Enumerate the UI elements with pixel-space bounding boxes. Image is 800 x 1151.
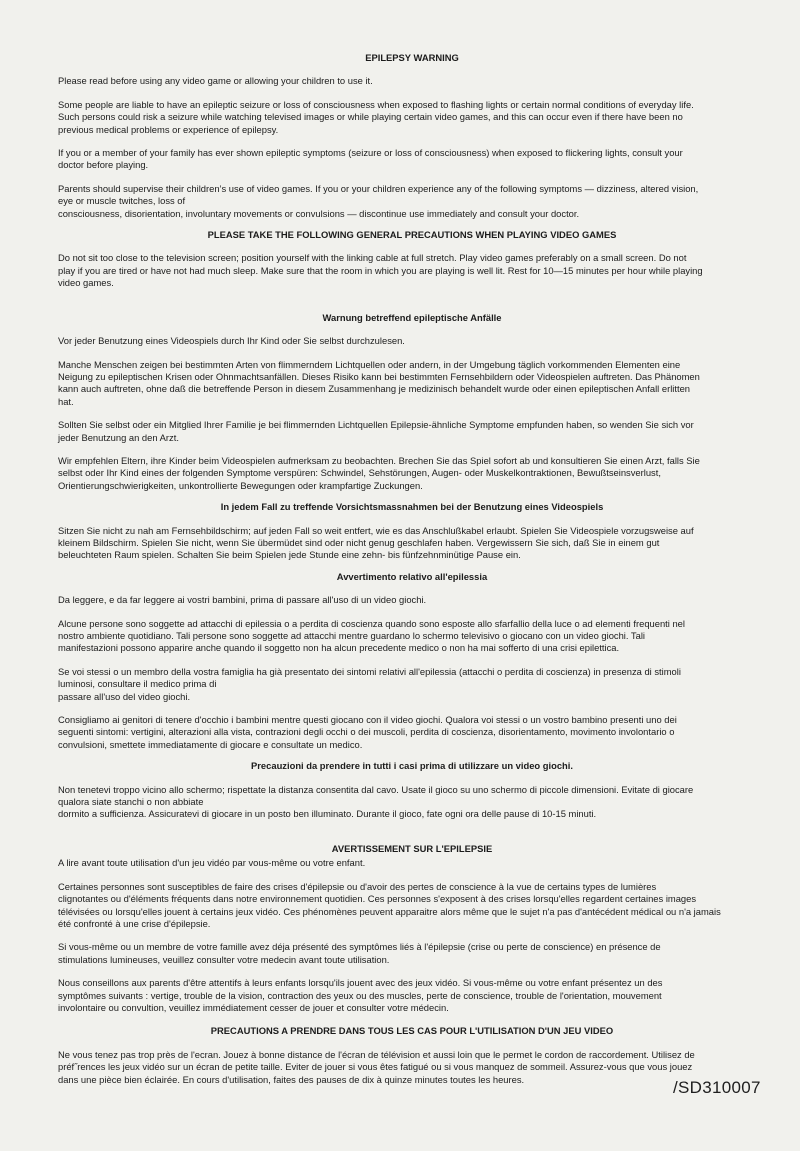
german-intro: Vor jeder Benutzung eines Videospiels durch Ihr Kind oder Sie selbst durchzulesen. [58,335,405,347]
german-paragraph-2 [58,419,766,444]
text-line: play if you are tired or have not had much sleep. Make sure that the room in which you are playing is well lit. Rest for 10—15 minutes per hour while playing [58,264,703,276]
english-intro: Please read before using any video game or allowing your children to use it. [58,75,373,87]
text-line: stimulations lumineuses, veuillez consulter votre medecin avant toute utilisation. [58,953,390,965]
text-line: eye or muscle twitches, loss of [58,195,186,207]
text-line: été confronté à une crise d'épilepsie. [58,917,211,929]
german-precautions-title: In jedem Fall zu treffende Vorsichtsmassnahmen bei der Benutzung eines Videospiels [220,501,604,513]
italian-paragraph-2 [58,666,766,703]
text-line: video games. [58,277,114,289]
text-line: If you or a member of your family has ever shown epileptic symptoms (seizure or loss of consciousness) when exposed to flickering lights, consult your [58,147,683,159]
section-french [58,843,766,1086]
english-paragraph-1 [58,99,766,136]
text-line: beleuchteten Raum spielen. Schalten Sie beim Spielen jede Stunde eine zehn- bis fünfzehnminütige Pause ein. [58,549,521,561]
text-line: Sitzen Sie nicht zu nah am Fernsehbildschirm; auf jeden Fall so weit entfert, wie es das Anschlußkabel erlaubt. Spielen Sie Videospiele vorzugsweise auf [58,524,694,536]
text-line: kleinem Bildschirm. Spielen Sie nicht, wenn Sie übermüdet sind oder nicht genug geschlafen haben. Vergewissern Sie sich, daß Sie in einem gut [58,536,660,548]
french-precautions [58,1049,766,1086]
english-paragraph-2 [58,147,766,172]
text-line: convulsioni, smettete immediatamente di giocare e consultate un medico. [58,738,363,750]
french-title: AVERTISSEMENT SUR L'EPILEPSIE [331,842,493,854]
german-paragraph-1 [58,359,766,409]
text-line: nostro ambiente quotidiano. Tali persone sono soggette ad attacchi mentre guardano lo schermo televisivo o giocano con un video giochi. Tali [58,630,646,641]
text-line: Orientierungschwierigkeiten, unkontrollierte Bewegungen oder krampfartige Zuckungen. [58,479,423,491]
text-line: doctor before playing. [58,159,149,171]
text-line: Do not sit too close to the television screen; position yourself with the linking cable at full stretch. Play video games preferably on a small screen. Do not [58,252,687,264]
french-paragraph-3 [58,977,766,1014]
document-code: /SD310007 [673,1078,761,1097]
section-english [58,52,766,290]
italian-paragraph-1 [58,618,766,655]
text-line: Ne vous tenez pas trop près de l'ecran. Jouez à bonne distance de l'écran de télévision et aussi loin que le permet le cordon de raccordement. Utilisez de [58,1048,695,1060]
warning-document [58,48,766,1086]
italian-paragraph-3 [58,714,766,751]
text-line: manifestazioni possono apparire anche quando il soggetto non ha alcun precedente medico o non ha mai sofferto di una crisi epilettica. [58,642,620,654]
text-line: clignotantes ou d'éléments fréquents dans notre environnement quotidien. Ces personnes s'exposent à des crises lorsqu'elles regardent certaines images [58,893,697,905]
text-line: Wir empfehlen Eltern, ihre Kinder beim Videospielen aufmerksam zu beobachten. Brechen Sie das Spiel sofort ab und konsultieren Sie einen Arzt, falls Sie [58,454,700,466]
text-line: kann auch auftreten, ohne daß die betreffende Person in diesem Zusammenhang je medizinisch behandelt wurde oder einen epileptischen Anfall erlitten [58,383,691,395]
text-line: Se voi stessi o un membro della vostra famiglia ha già presentato dei sintomi relativi all'epilessia (attacchi o perdita di coscienza) in presenza di stimoli [58,665,681,677]
text-line: Some people are liable to have an epileptic seizure or loss of consciousness when exposed to flashing lights or certain normal conditions of everyday life. [58,98,694,110]
english-precautions [58,252,766,289]
text-line: consciousness, disorientation, involuntary movements or convulsions — discontinue use immediately and consult your doctor. [58,207,580,219]
text-line: Such persons could risk a seizure while watching televised images or while playing certain video games, and this can occur even if there have been no [58,111,683,123]
text-line: dormito a sufficienza. Assicuratevi di giocare in un posto ben illuminato. Durante il gioco, fate ogni ora delle pause di 10-15 minuti. [58,808,597,820]
german-paragraph-3 [58,455,766,492]
italian-precautions [58,784,766,821]
text-line: Parents should supervise their children’s use of video games. If you or your children experience any of the following symptoms — dizziness, altered vision, [58,182,699,194]
text-line: qualora siate stanchi o non abbiate [58,796,204,808]
text-line: Nous conseillons aux parents d'être attentifs à leurs enfants lorsqu'ils jouent avec des jeux vidéo. Si vous-même ou votre enfant présentez un des [58,977,663,989]
german-precautions [58,525,766,562]
german-title: Warnung betreffend epileptische Anfälle [322,311,502,323]
text-line: jeder Benutzung an den Arzt. [58,431,179,443]
text-line: previous medical problems or experience of epilepsy. [58,123,279,135]
text-line: involontaire ou convultion, veuillez immédiatement cesser de jouer et consulter votre médecin. [58,1001,449,1013]
section-german [58,312,766,562]
text-line: Consigliamo ai genitori di tenere d'occhio i bambini mentre questi giocano con il video giochi. Qualora voi stessi o un vostro bambino presenti uno dei [58,714,677,726]
english-paragraph-3 [58,183,766,220]
french-precautions-title: PRECAUTIONS A PRENDRE DANS TOUS LES CAS POUR L'UTILISATION D'UN JEU VIDEO [210,1025,614,1037]
text-line: symptômes suivants : vertige, trouble de la vision, contraction des yeux ou des muscles, perte de conscience, trouble de l'orientation, mouvement [58,989,662,1001]
text-line: luminosi, consultare il medico prima di [58,678,217,690]
text-line: Non tenetevi troppo vicino allo schermo; rispettate la distanza consentita dal cavo. Usate il gioco su uno schermo di piccole dimensioni. Evitate di giocare [58,783,694,795]
text-line: Sollten Sie selbst oder ein Mitglied Ihrer Familie je bei flimmernden Lichtquellen Epilepsie-ähnliche Symptome empfunden haben, so wenden Sie sich vor [58,419,694,431]
french-paragraph-1 [58,881,766,931]
text-line: seguenti sintomi: vertigini, alterazioni alla vista, contrazioni degli occhi o dei muscoli, perdita di coscienza, disorientamento, movimento involontario o [58,726,675,738]
french-paragraph-2 [58,941,766,966]
text-line: Manche Menschen zeigen bei bestimmten Arten von flimmerndem Lichtquellen oder andern, in der Umgebung täglich vorkommenden Elementen eine [58,358,681,370]
italian-precautions-title: Precauzioni da prendere in tutti i casi prima di utilizzare un video giochi. [251,760,573,772]
section-italian [58,571,766,821]
italian-intro: Da leggere, e da far leggere ai vostri bambini, prima di passare all'uso di un video giochi. [58,594,427,606]
text-line: passare all'uso del video giochi. [58,690,191,702]
text-line: Certaines personnes sont susceptibles de faire des crises d'épilepsie ou d'avoir des pertes de conscience à la vue de certains types de lumières [58,880,657,892]
text-line: télévisées ou lorsqu'elles jouent à certains jeux vidéo. Ces phénomènes peuvent apparaitre alors même que le sujet n'a pas d'antécédent médical ou n'a jamais [58,905,721,917]
text-line: préf˝rences les jeux vidéo sur un écran de petite taille. Eviter de jouer si vous êtes fatigué ou si vous manquez de sommeil. Assurez-vous que vous jouez [58,1061,693,1073]
text-line: hat. [58,395,74,407]
text-line: Neigung zu epileptischen Krisen oder Ohnmachtsanfällen. Dieses Risiko kann bei bestimmten Fernsehbildern oder Videospielen auftreten. Das Phänomen [58,370,700,382]
text-line: Si vous-même ou un membre de votre famille avez déja présenté des symptômes liés à l'épilepsie (crise ou perte de conscience) en présence de [58,941,661,953]
french-intro: A lire avant toute utilisation d'un jeu vidéo par vous-même ou votre enfant. [58,857,366,869]
english-precautions-title: PLEASE TAKE THE FOLLOWING GENERAL PRECAUTIONS WHEN PLAYING VIDEO GAMES [207,229,617,241]
italian-title: Avvertimento relativo all'epilessia [336,570,488,582]
english-title: EPILEPSY WARNING [365,52,459,63]
text-line: Alcune persone sono soggette ad attacchi di epilessia o a perdita di coscienza quando sono esposte allo sfarfallio della luce o ad elementi frequenti nel [58,617,685,629]
text-line: selbst oder Ihr Kind eines der folgenden Symptome verspüren: Schwindel, Sehstörungen, Augen- oder Muskelkontraktionen, Bewußtseinsverlust, [58,467,661,479]
text-line: dans une pièce bien éclairée. En cours d'utilisation, faites des pauses de dix à quinze minutes toutes les heures. [58,1073,525,1085]
